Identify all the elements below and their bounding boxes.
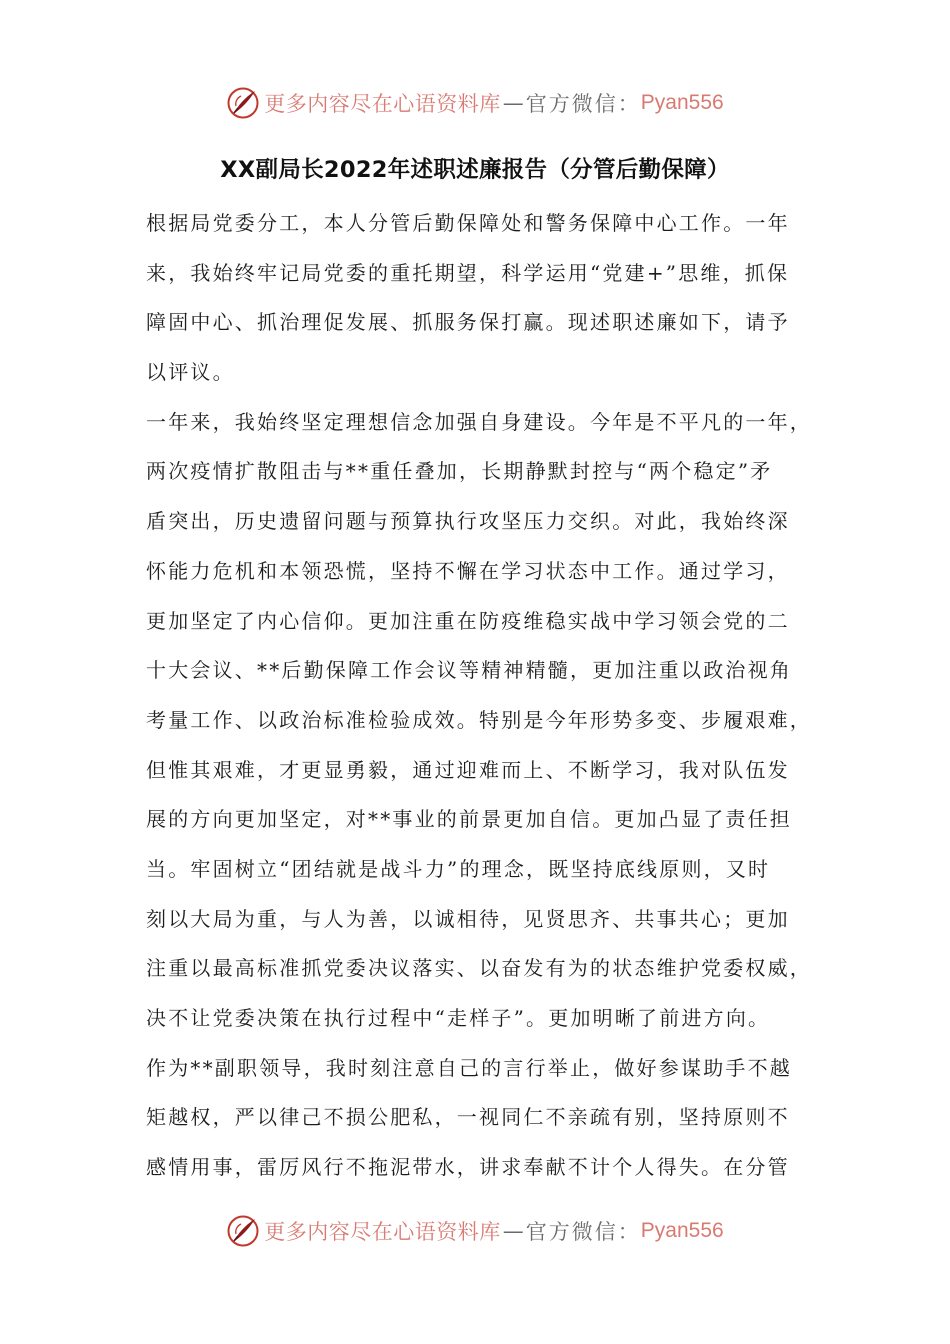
- body-line: 十大会议、**后勤保障工作会议等精神精髓，更加注重以政治视角: [146, 658, 792, 683]
- pen-quill-logo-icon: [226, 1214, 260, 1248]
- body-line: 感情用事，雷厉风行不拖泥带水，讲求奉献不计个人得失。在分管: [146, 1155, 790, 1180]
- body-line: 以评议。: [146, 360, 235, 385]
- banner-official-label: 官方微信：: [525, 92, 641, 116]
- body-line: 来，我始终牢记局党委的重托期望，科学运用“党建+”思维，抓保: [146, 260, 790, 285]
- body-line: 刻以大局为重，与人为善，以诚相待，见贤思齐、共事共心；更加: [146, 906, 790, 931]
- document-title: XX副局长2022年述职述廉报告（分管后勤保障）: [220, 157, 730, 183]
- header-banner: [0, 83, 950, 123]
- pen-quill-logo-icon: [226, 86, 260, 120]
- body-line: 矩越权，严以律己不损公肥私，一视同仁不亲疏有别，坚持原则不: [146, 1105, 790, 1130]
- banner-dash: —: [502, 91, 524, 115]
- body-line: 盾突出，历史遗留问题与预算执行攻坚压力交织。对此，我始终深: [146, 509, 790, 534]
- body-line: 注重以最高标准抓党委决议落实、以奋发有为的状态维护党委权威，: [146, 956, 812, 981]
- banner-wechat-id: Pyan556: [640, 91, 724, 114]
- body-line: 展的方向更加坚定，对**事业的前景更加自信。更加凸显了责任担: [146, 807, 792, 832]
- body-line: 当。牢固树立“团结就是战斗力”的理念，既坚持底线原则，又时: [146, 856, 771, 881]
- banner-dash: —: [502, 1219, 524, 1243]
- banner-slogan: 更多内容尽在心语资料库: [264, 92, 501, 116]
- banner-slogan: 更多内容尽在心语资料库: [264, 1220, 501, 1244]
- body-line: 更加坚定了内心信仰。更加注重在防疫维稳实战中学习领会党的二: [146, 608, 790, 633]
- body-line: 两次疫情扩散阻击与**重任叠加，长期静默封控与“两个稳定”矛: [146, 459, 773, 484]
- body-line: 障固中心、抓治理促发展、抓服务保打赢。现述职述廉如下，请予: [146, 310, 790, 335]
- document-body: [146, 199, 816, 1193]
- body-line: 决不让党委决策在执行过程中“走样子”。更加明晰了前进方向。: [146, 1006, 771, 1030]
- body-line: 一年来，我始终坚定理想信念加强自身建设。今年是不平凡的一年，: [146, 409, 812, 434]
- body-line: 作为**副职领导，我时刻注意自己的言行举止，做好参谋助手不越: [146, 1055, 792, 1080]
- footer-banner: [0, 1211, 950, 1251]
- banner-official-label: 官方微信：: [525, 1220, 641, 1244]
- banner-wechat-id: Pyan556: [640, 1219, 724, 1242]
- body-line: 根据局党委分工，本人分管后勤保障处和警务保障中心工作。一年: [146, 211, 790, 235]
- body-line: 考量工作、以政治标准检验成效。特别是今年形势多变、步履艰难，: [146, 707, 812, 732]
- body-line: 怀能力危机和本领恐慌，坚持不懈在学习状态中工作。通过学习，: [146, 558, 790, 583]
- body-line: 但惟其艰难，才更显勇毅，通过迎难而上、不断学习，我对队伍发: [146, 757, 790, 782]
